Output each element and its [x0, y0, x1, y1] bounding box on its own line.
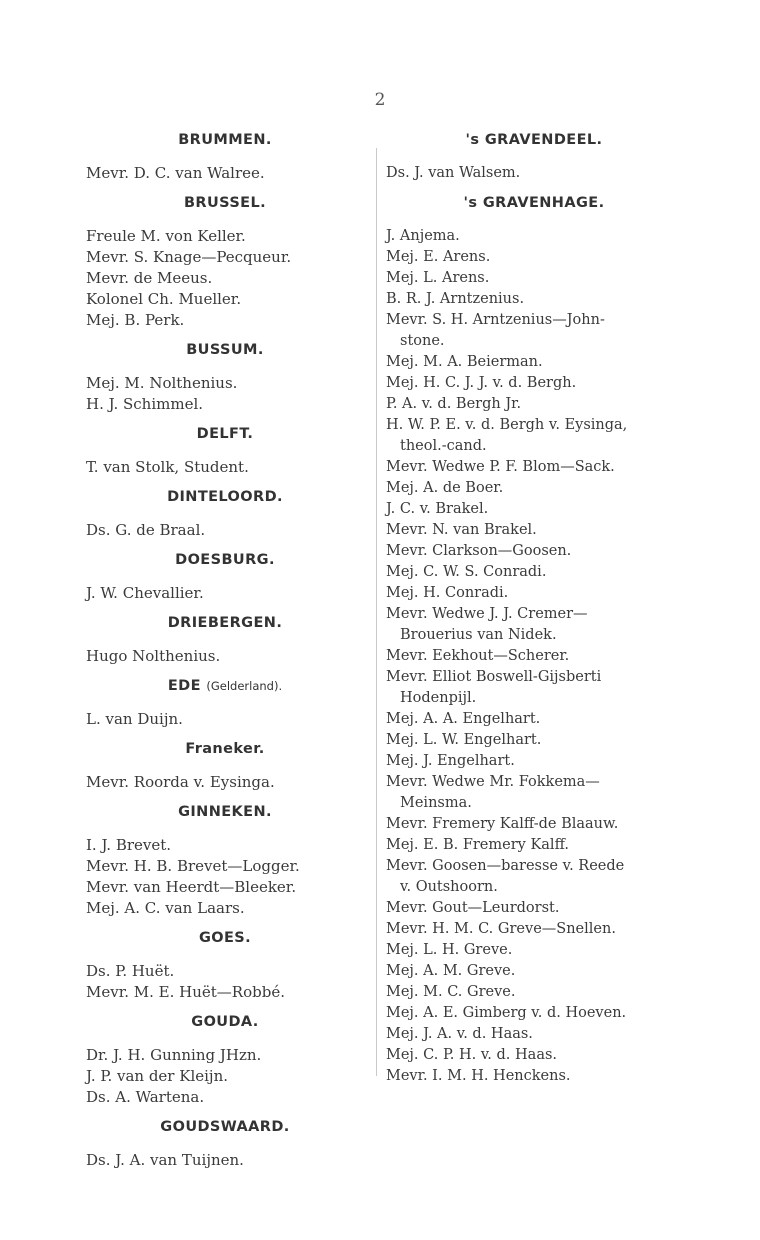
section-heading: DRIEBERGEN. [167, 615, 283, 631]
list-item: Mej. A. M. Greve. [386, 963, 516, 979]
list-item: Mej. C. P. H. v. d. Haas. [386, 1047, 558, 1063]
list-item: Mevr. H. M. C. Greve—Snellen. [386, 921, 616, 937]
list-item: Mevr. Wedwe P. F. Blom—Sack. [386, 459, 615, 475]
section-goes [86, 928, 364, 1003]
list-item-continuation: stone. [400, 333, 445, 349]
list-item: H. J. Schimmel. [86, 395, 204, 413]
list-item: Mej. A. de Boer. [386, 480, 504, 496]
section-heading: BRUSSEL. [183, 195, 267, 211]
list-item: Mevr. Wedwe Mr. Fokkema— [386, 774, 600, 790]
page-number: 2 [374, 90, 386, 110]
list-item: Mevr. Roorda v. Eysinga. [86, 773, 275, 791]
list-item: Mej. E. Arens. [386, 249, 491, 265]
list-item: Hugo Nolthenius. [86, 647, 221, 665]
list-item: Mej. M. A. Beierman. [386, 354, 543, 370]
section-heading: DINTELOORD. [167, 489, 283, 505]
list-item: Mevr. S. H. Arntzenius—John- [386, 312, 605, 328]
list-item: J. P. van der Kleijn. [86, 1067, 228, 1085]
list-item: Mevr. Goosen—baresse v. Reede [386, 858, 625, 874]
list-item: Mevr. M. E. Huët—Robbé. [86, 983, 285, 1001]
section-gravendeel [386, 130, 682, 184]
left-column [86, 130, 364, 1180]
section-gravenhage [386, 193, 682, 1087]
list-item-continuation: Hodenpijl. [400, 690, 477, 706]
list-item: Mevr. van Heerdt—Bleeker. [86, 878, 297, 896]
list-item: Mej. M. Nolthenius. [86, 374, 238, 392]
list-item: Mej. J. A. v. d. Haas. [386, 1026, 533, 1042]
section-heading: DELFT. [196, 426, 254, 442]
section-ginneken [86, 802, 364, 919]
list-item: Ds. P. Huët. [86, 962, 175, 980]
list-item: J. Anjema. [386, 228, 460, 244]
list-item: Mevr. S. Knage—Pecqueur. [86, 248, 292, 266]
list-item: Kolonel Ch. Mueller. [86, 290, 242, 308]
list-item: Mevr. de Meeus. [86, 269, 213, 287]
list-item: Mej. J. Engelhart. [386, 753, 515, 769]
section-heading: GOUDSWAARD. [160, 1119, 290, 1135]
list-item: Mej. B. Perk. [86, 311, 185, 329]
list-item: Mevr. H. B. Brevet—Logger. [86, 857, 300, 875]
section-heading: GOES. [198, 930, 252, 946]
right-column [386, 130, 682, 1096]
list-item: Mevr. Elliot Boswell-Gijsberti [386, 669, 602, 685]
list-item: H. W. P. E. v. d. Bergh v. Eysinga, [386, 417, 628, 433]
list-item: Mej. L. Arens. [386, 270, 490, 286]
section-heading: GINNEKEN. [178, 804, 272, 820]
section-heading: 's GRAVENDEEL. [465, 132, 603, 148]
section-doesburg [86, 550, 364, 604]
list-item: Freule M. von Keller. [86, 227, 246, 245]
section-driebergen [86, 613, 364, 667]
section-bussum [86, 340, 364, 415]
column-divider [376, 148, 377, 1076]
list-item: Mej. L. W. Engelhart. [386, 732, 542, 748]
list-item: Mej. C. W. S. Conradi. [386, 564, 547, 580]
section-gouda [86, 1012, 364, 1108]
section-heading: BUSSUM. [186, 342, 264, 358]
list-item: Mej. A. A. Engelhart. [386, 711, 541, 727]
list-item: Mevr. Wedwe J. J. Cremer— [386, 606, 588, 622]
list-item: Dr. J. H. Gunning JHzn. [86, 1046, 262, 1064]
section-heading-text: EDE [167, 678, 201, 694]
section-heading-note: (Gelderland). [206, 679, 283, 693]
section-ede [86, 676, 364, 730]
list-item: Mevr. Clarkson—Goosen. [386, 543, 572, 559]
list-item: Mej. L. H. Greve. [386, 942, 513, 958]
list-item: T. van Stolk, Student. [86, 458, 249, 476]
list-item: Ds. A. Wartena. [86, 1088, 205, 1106]
list-item: Mevr. N. van Brakel. [386, 522, 537, 538]
list-item: B. R. J. Arntzenius. [386, 291, 525, 307]
list-item: Ds. G. de Braal. [86, 521, 206, 539]
list-item: Mevr. Eekhout—Scherer. [386, 648, 570, 664]
list-item: Mej. H. Conradi. [386, 585, 509, 601]
list-item: J. C. v. Brakel. [386, 501, 489, 517]
list-item: Mevr. I. M. H. Henckens. [386, 1068, 571, 1084]
section-heading [86, 676, 364, 697]
list-item: P. A. v. d. Bergh Jr. [386, 396, 522, 412]
section-heading: BRUMMEN. [178, 132, 272, 148]
list-item: I. J. Brevet. [86, 836, 172, 854]
section-heading: GOUDA. [191, 1014, 259, 1030]
list-item: Mevr. D. C. van Walree. [86, 164, 265, 182]
list-item: Ds. J. A. van Tuijnen. [86, 1151, 244, 1169]
section-heading: 's GRAVENHAGE. [463, 195, 605, 211]
section-heading: DOESBURG. [175, 552, 275, 568]
list-item-continuation: theol.-cand. [400, 438, 487, 454]
list-item-continuation: v. Outshoorn. [400, 879, 498, 895]
list-item: Mej. E. B. Fremery Kalff. [386, 837, 569, 853]
list-item: J. W. Chevallier. [86, 584, 204, 602]
list-item: Mevr. Fremery Kalff-de Blaauw. [386, 816, 619, 832]
list-item: Mej. H. C. J. J. v. d. Bergh. [386, 375, 577, 391]
section-delft [86, 424, 364, 478]
section-heading: Franeker. [185, 741, 265, 757]
section-dinteloord [86, 487, 364, 541]
list-item: Mej. A. E. Gimberg v. d. Hoeven. [386, 1005, 627, 1021]
section-brussel [86, 193, 364, 331]
list-item: Mej. A. C. van Laars. [86, 899, 245, 917]
list-item-continuation: Meinsma. [400, 795, 472, 811]
section-brummen [86, 130, 364, 184]
list-item: Mevr. Gout—Leurdorst. [386, 900, 560, 916]
list-item: Mej. M. C. Greve. [386, 984, 516, 1000]
section-goudswaard [86, 1117, 364, 1171]
list-item-continuation: Brouerius van Nidek. [400, 627, 557, 643]
list-item: L. van Duijn. [86, 710, 183, 728]
list-item: Ds. J. van Walsem. [386, 165, 521, 181]
section-franeker [86, 739, 364, 793]
